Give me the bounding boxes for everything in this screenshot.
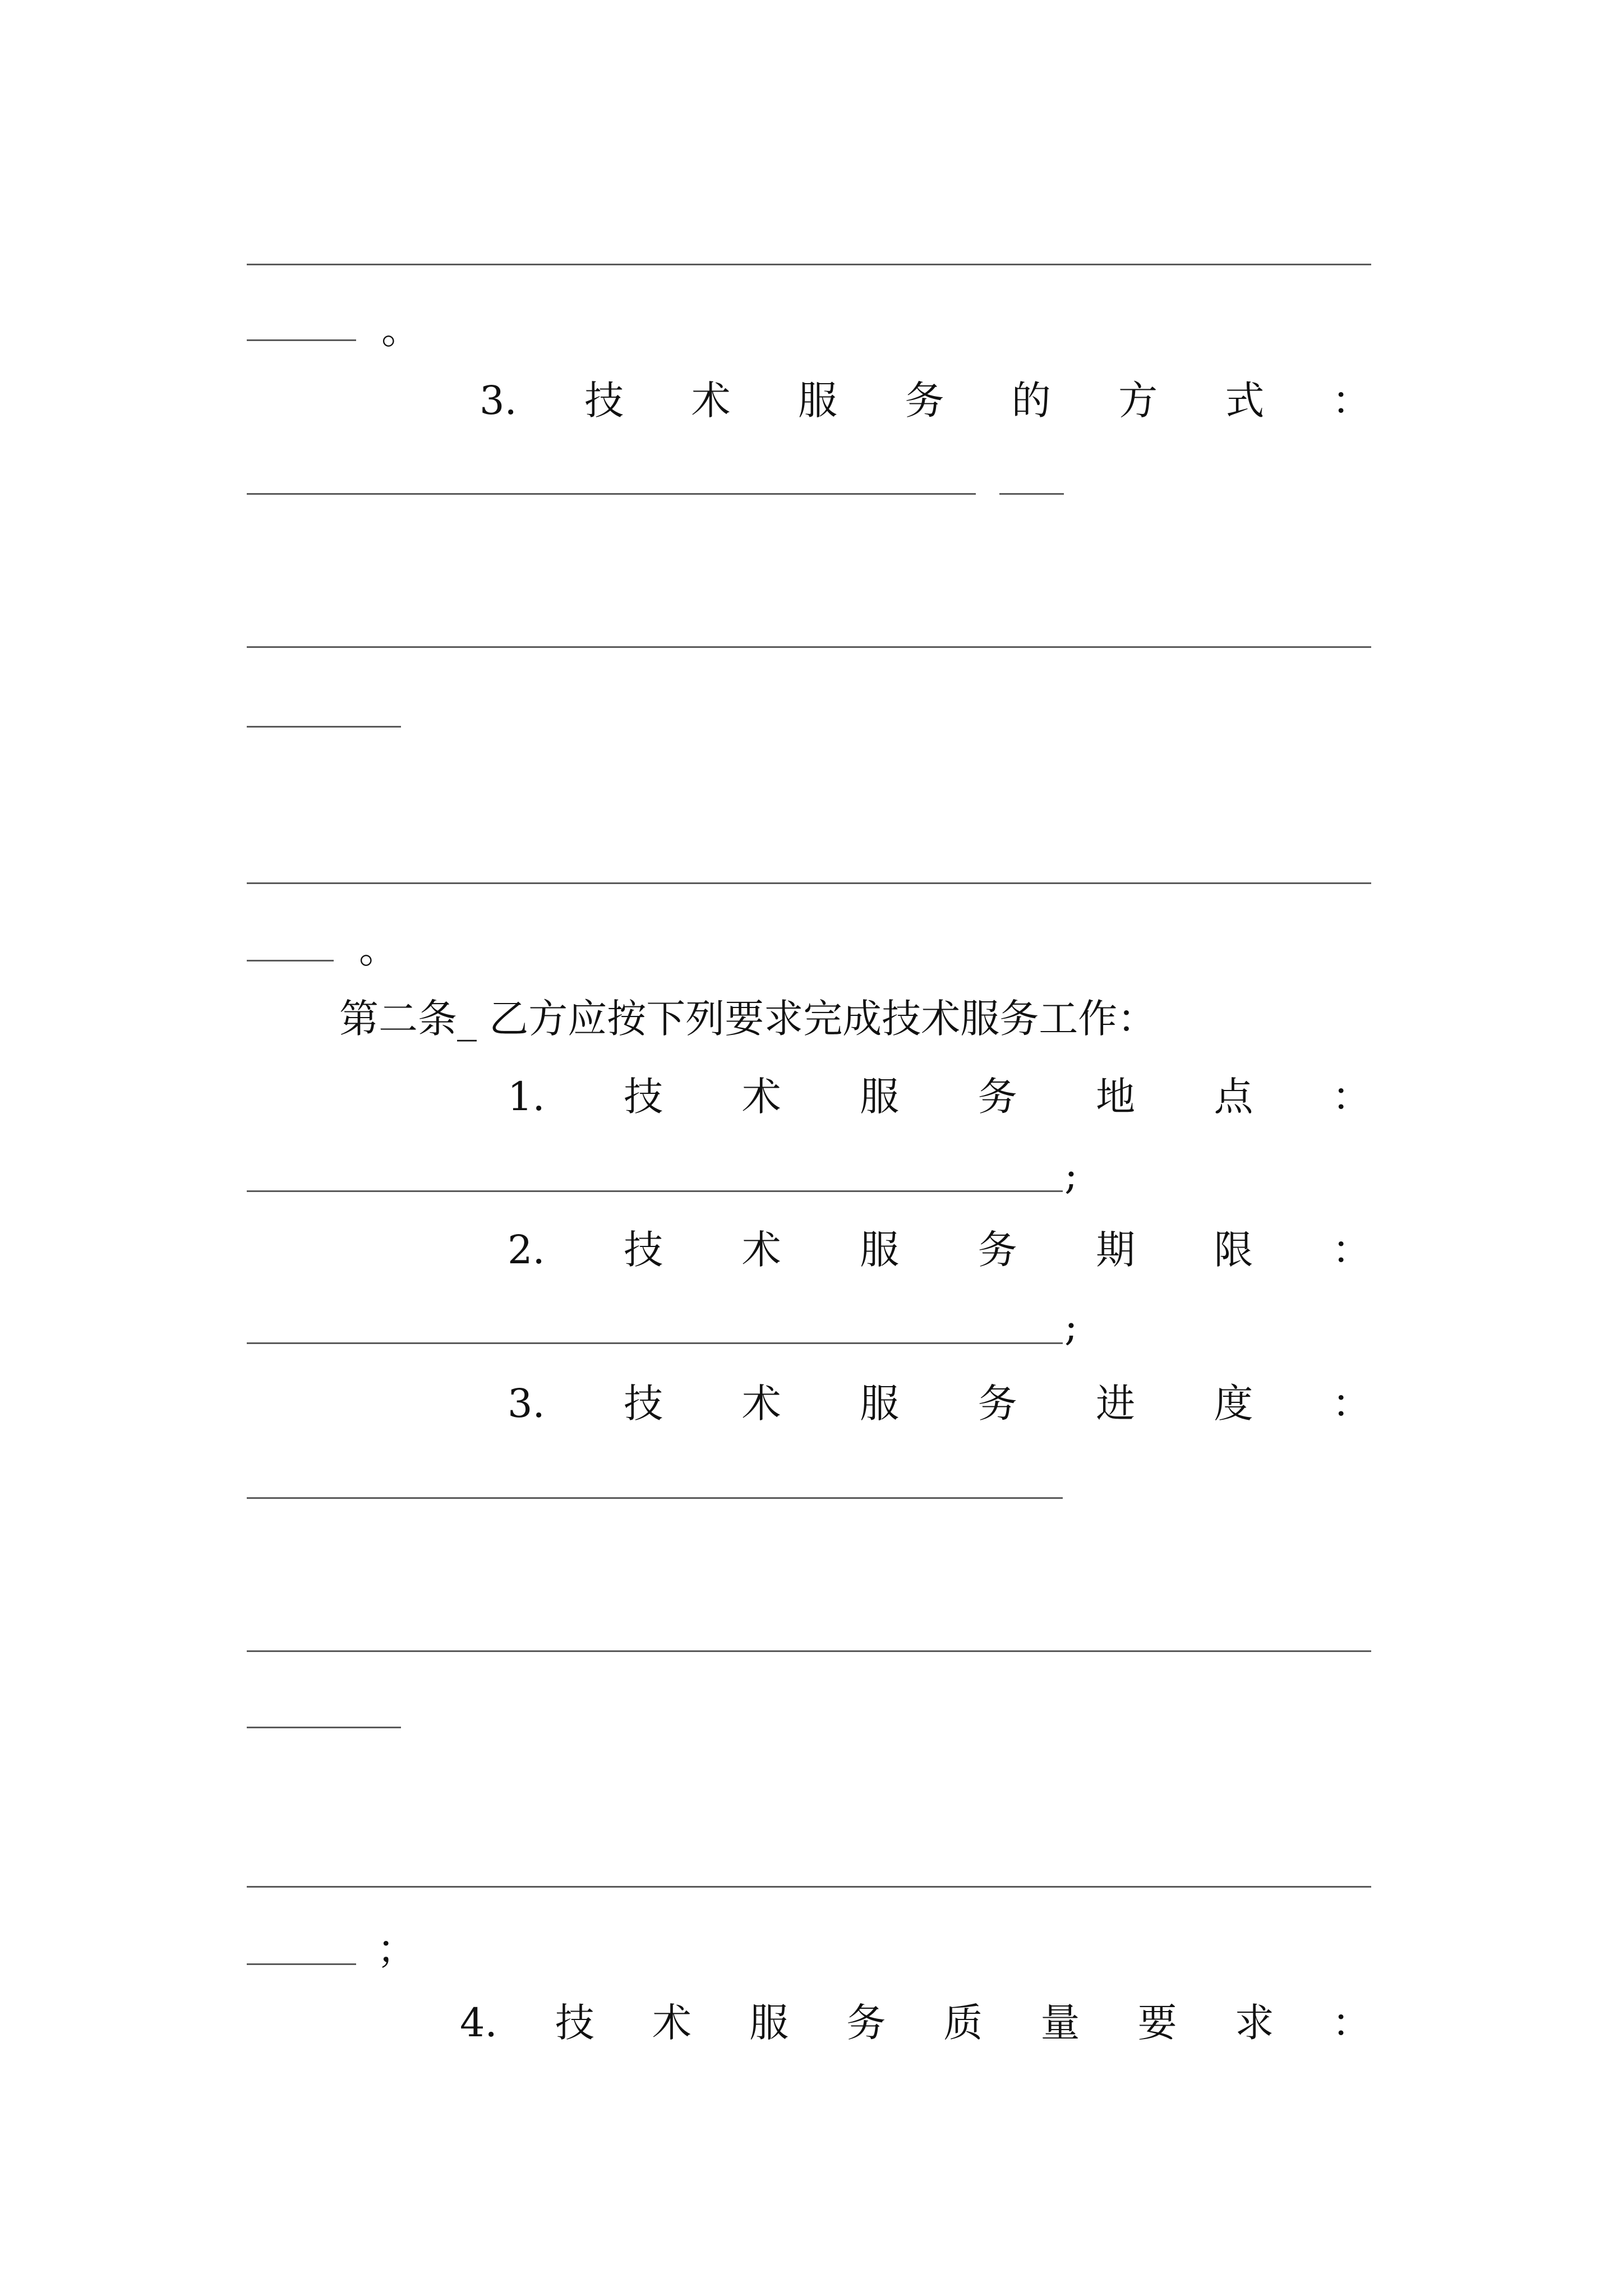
label-char: 服: [860, 1227, 900, 1273]
label-char: 术: [741, 1381, 781, 1427]
label-char: 方: [1118, 378, 1158, 424]
label-char: 要: [1137, 2000, 1177, 2046]
label-char: 期: [1096, 1227, 1136, 1273]
label-char: 技: [555, 2000, 594, 2046]
item-2-service-term-label: [508, 1227, 1371, 1272]
label-char: 度: [1214, 1381, 1253, 1427]
label-char: 进: [1096, 1381, 1136, 1427]
blank-line: [247, 1497, 1063, 1499]
label-char: 量: [1040, 2000, 1080, 2046]
label-char: 务: [846, 2000, 886, 2046]
label-char: ：: [1331, 2000, 1371, 2046]
label-char: ：: [1331, 378, 1371, 424]
blank-line: [247, 882, 1371, 884]
label-char: 术: [691, 378, 731, 424]
label-char: 术: [652, 2000, 692, 2046]
blank-line: [247, 646, 1371, 648]
label-char: 服: [749, 2000, 789, 2046]
label-char: 务: [978, 1381, 1017, 1427]
blank-line-short: [247, 1727, 401, 1728]
label-char: 务: [978, 1227, 1017, 1273]
period-mark: 。: [381, 307, 421, 353]
label-char: 技: [624, 1074, 663, 1120]
clause-two-heading: 第二条_ 乙方应按下列要求完成技术服务工作：: [339, 996, 1157, 1042]
blank-line: [247, 493, 976, 495]
label-char: 地: [1096, 1074, 1136, 1120]
label-char: ：: [1331, 1227, 1371, 1273]
label-char: 服: [797, 378, 837, 424]
label-char: 术: [741, 1074, 781, 1120]
label-char: 3.: [479, 378, 517, 424]
label-char: 的: [1011, 378, 1051, 424]
label-char: 2.: [508, 1227, 545, 1273]
label-char: 质: [943, 2000, 983, 2046]
label-char: 服: [860, 1074, 900, 1120]
blank-line-short: [247, 1963, 356, 1965]
label-char: 务: [978, 1074, 1017, 1120]
item-4-service-quality-label: [460, 2000, 1371, 2045]
blank-line: [247, 264, 1371, 265]
label-char: 限: [1214, 1227, 1253, 1273]
label-char: 技: [624, 1381, 663, 1427]
semicolon: ；: [377, 1926, 416, 1972]
label-char: 术: [741, 1227, 781, 1273]
blank-line-short: [247, 726, 401, 728]
label-char: 点: [1214, 1074, 1253, 1120]
item-3-service-method-label: [479, 378, 1371, 423]
label-char: ：: [1331, 1381, 1371, 1427]
item-3-service-schedule-label: [508, 1381, 1371, 1426]
label-char: 技: [624, 1227, 663, 1273]
label-char: 服: [860, 1381, 900, 1427]
label-char: 4.: [460, 2000, 497, 2046]
item-1-service-location-label: [508, 1074, 1371, 1119]
label-char: 3.: [508, 1381, 545, 1427]
label-char: 技: [584, 378, 624, 424]
label-char: 式: [1225, 378, 1265, 424]
blank-line: [247, 1342, 1063, 1344]
label-char: 务: [905, 378, 944, 424]
label-char: 1.: [508, 1074, 545, 1120]
label-char: 求: [1234, 2000, 1274, 2046]
semicolon: ;: [1064, 1304, 1078, 1350]
blank-line: [247, 1190, 1063, 1192]
period-mark: 。: [359, 926, 398, 972]
label-char: ：: [1331, 1074, 1371, 1120]
blank-line-short: [247, 339, 356, 341]
blank-line: [247, 1886, 1371, 1888]
semicolon: ;: [1064, 1152, 1078, 1198]
blank-line-short: [999, 493, 1064, 495]
blank-line: [247, 1650, 1371, 1652]
blank-line-short: [247, 960, 334, 961]
